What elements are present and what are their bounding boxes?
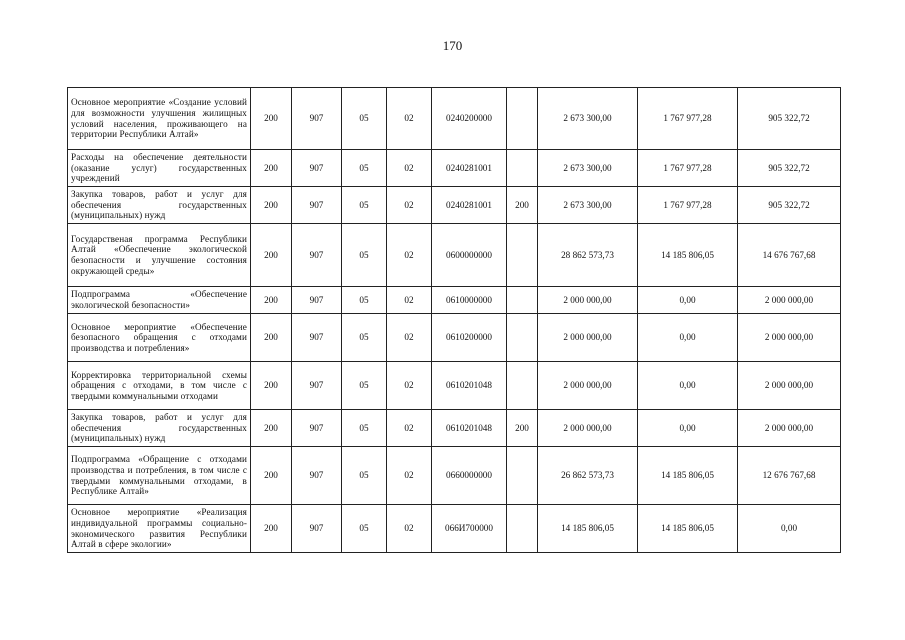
cell-amount-1: 2 000 000,00 <box>538 362 638 410</box>
cell-amount-1: 2 673 300,00 <box>538 150 638 187</box>
cell-amount-2: 0,00 <box>638 314 738 362</box>
table-row <box>68 314 841 362</box>
table-row <box>68 287 841 314</box>
cell-name: Подпрограмма «Обеспечение экологической безопасности» <box>68 287 251 314</box>
cell-ministry: 200 <box>251 88 292 150</box>
cell-name: Закупка товаров, работ и услуг для обеспечения государственных (муниципальных) нужд <box>68 410 251 447</box>
table-body <box>68 88 841 553</box>
table-row <box>68 410 841 447</box>
cell-section: 05 <box>342 187 387 224</box>
cell-amount-2: 1 767 977,28 <box>638 187 738 224</box>
budget-table <box>67 87 841 553</box>
cell-amount-3: 2 000 000,00 <box>738 362 841 410</box>
cell-subsection: 02 <box>387 88 432 150</box>
cell-name: Закупка товаров, работ и услуг для обеспечения государственных (муниципальных) нужд <box>68 187 251 224</box>
cell-expense-type <box>507 362 538 410</box>
cell-target: 0240200000 <box>432 88 507 150</box>
cell-subsection: 02 <box>387 314 432 362</box>
cell-amount-3: 12 676 767,68 <box>738 447 841 505</box>
cell-expense-type <box>507 314 538 362</box>
cell-ministry: 200 <box>251 287 292 314</box>
table-row <box>68 88 841 150</box>
cell-amount-2: 1 767 977,28 <box>638 150 738 187</box>
table-row <box>68 187 841 224</box>
cell-amount-2: 0,00 <box>638 410 738 447</box>
cell-grbs: 907 <box>292 505 342 553</box>
cell-expense-type <box>507 224 538 287</box>
cell-expense-type: 200 <box>507 410 538 447</box>
cell-expense-type: 200 <box>507 187 538 224</box>
cell-target: 0610200000 <box>432 314 507 362</box>
cell-section: 05 <box>342 287 387 314</box>
cell-grbs: 907 <box>292 187 342 224</box>
cell-grbs: 907 <box>292 314 342 362</box>
cell-grbs: 907 <box>292 224 342 287</box>
cell-grbs: 907 <box>292 362 342 410</box>
cell-subsection: 02 <box>387 187 432 224</box>
cell-amount-3: 905 322,72 <box>738 187 841 224</box>
cell-name: Подпрограмма «Обращение с отходами производства и потребления, в том числе с твердыми коммунальными отходами, в Республике Алтай» <box>68 447 251 505</box>
cell-amount-2: 0,00 <box>638 362 738 410</box>
cell-amount-1: 2 000 000,00 <box>538 410 638 447</box>
cell-name: Основное мероприятие «Реализация индивидуальной программы социально-экономического развития Республики Алтай в сфере экологии» <box>68 505 251 553</box>
cell-amount-3: 2 000 000,00 <box>738 287 841 314</box>
cell-subsection: 02 <box>387 362 432 410</box>
cell-subsection: 02 <box>387 224 432 287</box>
cell-section: 05 <box>342 314 387 362</box>
cell-amount-1: 2 000 000,00 <box>538 314 638 362</box>
cell-name: Корректировка территориальной схемы обращения с отходами, в том числе с твердыми коммунальными отходами <box>68 362 251 410</box>
cell-amount-3: 14 676 767,68 <box>738 224 841 287</box>
cell-name: Государственая программа Республики Алтай «Обеспечение экологической безопасности и улучшение состояния окружающей среды» <box>68 224 251 287</box>
cell-grbs: 907 <box>292 88 342 150</box>
cell-name: Расходы на обеспечение деятельности (оказание услуг) государственных учреждений <box>68 150 251 187</box>
cell-subsection: 02 <box>387 410 432 447</box>
cell-amount-1: 28 862 573,73 <box>538 224 638 287</box>
table-row <box>68 224 841 287</box>
table-row <box>68 447 841 505</box>
cell-amount-3: 2 000 000,00 <box>738 314 841 362</box>
cell-ministry: 200 <box>251 362 292 410</box>
cell-subsection: 02 <box>387 505 432 553</box>
page-number: 170 <box>442 38 463 53</box>
cell-subsection: 02 <box>387 150 432 187</box>
cell-expense-type <box>507 150 538 187</box>
cell-name: Основное мероприятие «Обеспечение безопасного обращения с отходами производства и потребления» <box>68 314 251 362</box>
cell-target: 066И700000 <box>432 505 507 553</box>
cell-ministry: 200 <box>251 447 292 505</box>
table-row <box>68 505 841 553</box>
cell-ministry: 200 <box>251 224 292 287</box>
cell-ministry: 200 <box>251 150 292 187</box>
cell-amount-3: 905 322,72 <box>738 150 841 187</box>
cell-amount-1: 2 673 300,00 <box>538 187 638 224</box>
cell-target: 0240281001 <box>432 150 507 187</box>
cell-name: Основное мероприятие «Создание условий для возможности улучшения жилищных условий населения, проживающего на территории Республики Алтай» <box>68 88 251 150</box>
cell-amount-3: 905 322,72 <box>738 88 841 150</box>
cell-subsection: 02 <box>387 447 432 505</box>
cell-ministry: 200 <box>251 314 292 362</box>
cell-target: 0660000000 <box>432 447 507 505</box>
cell-expense-type <box>507 447 538 505</box>
cell-amount-1: 2 673 300,00 <box>538 88 638 150</box>
cell-target: 0240281001 <box>432 187 507 224</box>
cell-expense-type <box>507 505 538 553</box>
cell-grbs: 907 <box>292 447 342 505</box>
table-row <box>68 362 841 410</box>
cell-amount-2: 14 185 806,05 <box>638 447 738 505</box>
cell-section: 05 <box>342 410 387 447</box>
cell-section: 05 <box>342 224 387 287</box>
cell-amount-1: 14 185 806,05 <box>538 505 638 553</box>
cell-expense-type <box>507 287 538 314</box>
cell-amount-2: 14 185 806,05 <box>638 505 738 553</box>
cell-subsection: 02 <box>387 287 432 314</box>
cell-section: 05 <box>342 150 387 187</box>
cell-grbs: 907 <box>292 287 342 314</box>
cell-amount-1: 26 862 573,73 <box>538 447 638 505</box>
cell-ministry: 200 <box>251 187 292 224</box>
cell-amount-2: 0,00 <box>638 287 738 314</box>
cell-amount-2: 1 767 977,28 <box>638 88 738 150</box>
cell-target: 0600000000 <box>432 224 507 287</box>
cell-grbs: 907 <box>292 150 342 187</box>
cell-section: 05 <box>342 362 387 410</box>
cell-expense-type <box>507 88 538 150</box>
cell-section: 05 <box>342 447 387 505</box>
cell-amount-2: 14 185 806,05 <box>638 224 738 287</box>
cell-section: 05 <box>342 505 387 553</box>
cell-ministry: 200 <box>251 505 292 553</box>
cell-amount-3: 0,00 <box>738 505 841 553</box>
cell-target: 0610201048 <box>432 410 507 447</box>
cell-ministry: 200 <box>251 410 292 447</box>
cell-grbs: 907 <box>292 410 342 447</box>
table-row <box>68 150 841 187</box>
cell-section: 05 <box>342 88 387 150</box>
cell-amount-3: 2 000 000,00 <box>738 410 841 447</box>
cell-target: 0610201048 <box>432 362 507 410</box>
cell-amount-1: 2 000 000,00 <box>538 287 638 314</box>
cell-target: 0610000000 <box>432 287 507 314</box>
